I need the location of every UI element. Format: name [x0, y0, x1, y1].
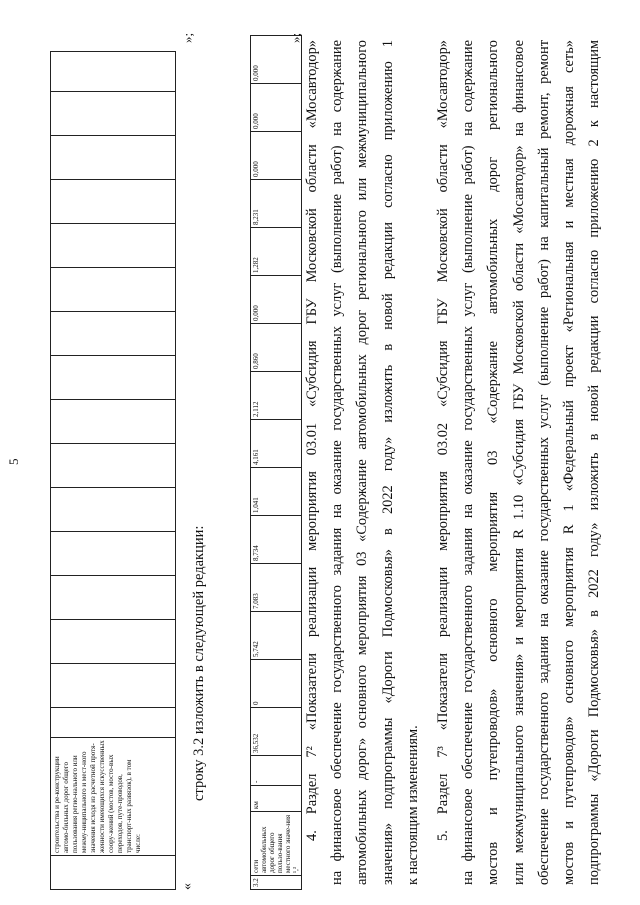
table-cell	[51, 52, 176, 92]
value-cell: 7,083	[251, 564, 302, 612]
paragraph-line: на финансовое обеспечение государственного задания на оказание государственных услуг (выполнение работ) на содержание	[329, 40, 346, 885]
row-unit-cell: км	[251, 786, 302, 812]
row-name-cell: сети автомобильных дорог общего пользо-вания местного значе-ния ¹,³	[251, 812, 302, 876]
value-cell: 0,000	[251, 132, 302, 180]
paragraph-5	[431, 40, 607, 885]
table-cell	[51, 224, 176, 268]
value-cell: 36,532	[251, 708, 302, 756]
value-cell: 0	[251, 660, 302, 708]
table-cell	[51, 180, 176, 224]
paragraph-4	[300, 40, 426, 885]
paragraph-line: автомобильных дорог» основного мероприятия 03 «Содержание автомобильных дорог регионального или межмуниципального	[354, 40, 371, 885]
table-cell	[51, 268, 176, 312]
table-cell	[51, 400, 176, 444]
table-cell	[51, 532, 176, 576]
table-cell	[51, 856, 176, 890]
top-table	[50, 51, 176, 890]
table-cell	[51, 620, 176, 664]
value-cell: 5,742	[251, 612, 302, 660]
paragraph-line: на финансовое обеспечение государственного задания на оказание государственных услуг (выполнение работ) на содержание	[460, 40, 477, 885]
table-cell	[51, 444, 176, 488]
value-cell: 1,282	[251, 228, 302, 276]
paragraph-line: мостов и путепроводов» основного мероприятия 03 «Содержание автомобильных дорог регионального	[485, 40, 502, 885]
table-cell	[51, 576, 176, 620]
paragraph-line: или межмуниципального значения» и мероприятия R 1.10 «Субсидия ГБУ Московской области «Мосавтодор» на финансовое	[510, 40, 527, 885]
paragraph-line: подпрограммы «Дороги Подмосковья» в 2022 году» изложить в новой редакции согласно приложению 2 к настоящим	[586, 40, 603, 885]
description-cell: строительства и ре-конструкции автомо-бильных дорог общего пользования регио-нального или межму-ниципального и мест-ного значения исходя из расчетной протя-женности имеющихся искусственных соору-жений (мостов, мосто-вых переходов, путе-проводов, транспорт-ных развязок), в том числе:	[51, 738, 176, 856]
paragraph-line: к настоящим изменениям.	[404, 725, 421, 885]
value-cell: 0,000	[251, 276, 302, 324]
paragraph-line: обеспечение государственного задания на оказание государственных услуг (выполнение работ) на капитальный ремонт, ремонт	[535, 40, 552, 885]
value-cell: 0,000	[251, 36, 302, 84]
paragraph-line: мостов и путепроводов» основного мероприятия R 1 «Федеральный проект «Региональная и местная дорожная сеть»	[561, 40, 578, 885]
table-cell	[51, 356, 176, 400]
table-cell	[51, 136, 176, 180]
open-quote: «	[180, 883, 195, 890]
top-table-close-mark: »;	[180, 32, 195, 43]
table-cell	[51, 664, 176, 708]
value-cell: 8,231	[251, 180, 302, 228]
paragraph-line: 5. Раздел 7³ «Показатели реализации мероприятия 03.02 «Субсидия ГБУ Московской области «Мосавтодор»	[435, 40, 451, 841]
instruction-heading: строку 3.2 изложить в следующей редакции:	[191, 525, 207, 801]
paragraph-line: значения» подпрограммы «Дороги Подмосковья» в 2022 году» изложить в новой редакции согласно приложению 1	[379, 40, 396, 885]
value-cell: 4,161	[251, 420, 302, 468]
table-cell	[51, 312, 176, 356]
value-cell: 0,000	[251, 84, 302, 132]
table-cell	[51, 488, 176, 532]
row-table-close-mark: »;	[288, 32, 303, 43]
value-cell: 8,734	[251, 516, 302, 564]
value-cell: 0,860	[251, 324, 302, 372]
row-3-2-table	[250, 32, 303, 890]
page-number: 5	[6, 458, 21, 465]
value-cell: 2,112	[251, 372, 302, 420]
row-number-cell: 3.2	[251, 876, 302, 890]
paragraph-line: 4. Раздел 7² «Показатели реализации мероприятия 03.01 «Субсидия ГБУ Московской области «Мосавтодор»	[304, 40, 320, 841]
table-cell	[51, 708, 176, 738]
row-dash-cell: -	[251, 756, 302, 786]
table-cell	[51, 92, 176, 136]
value-cell: 1,041	[251, 468, 302, 516]
